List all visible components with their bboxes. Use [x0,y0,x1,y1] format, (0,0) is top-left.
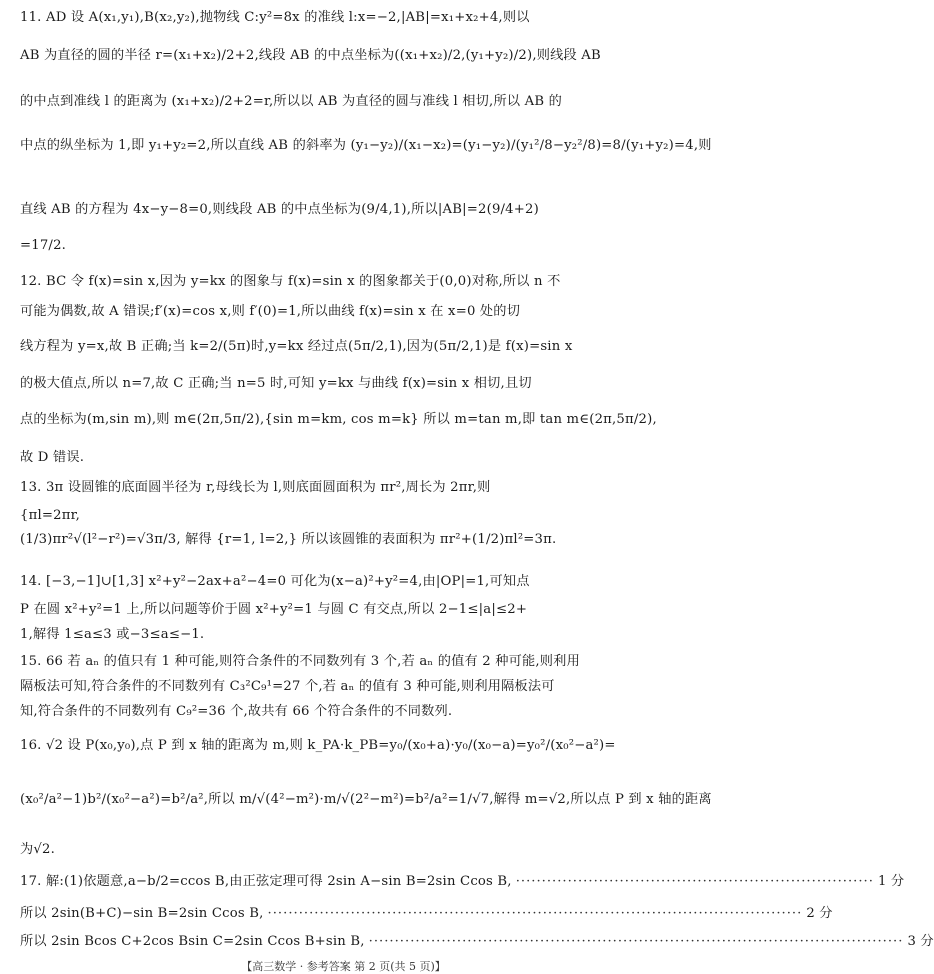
q12-line-1: 12. BC 令 f(x)=sin x,因为 y=kx 的图象与 f(x)=sin x 的图象都关于(0,0)对称,所以 n 不 [20,274,561,289]
q13-line-1: 13. 3π 设圆锥的底面圆半径为 r,母线长为 l,则底面圆面积为 πr²,周长为 2πr,则 [20,480,491,495]
q16-line-3: 为√2. [20,842,55,857]
q17-step-2-text: 所以 2sin(B+C)−sin B=2sin Ccos B, [20,906,264,921]
q12-line-6: 故 D 错误. [20,450,85,465]
q17-step-2-score: 2 分 [806,906,833,921]
leader-dots: ······································································································· [267,906,803,921]
q11-line-1: 11. AD 设 A(x₁,y₁),B(x₂,y₂),抛物线 C:y²=8x 的准线 l:x=−2,|AB|=x₁+x₂+4,则以 [20,10,530,25]
q14-line-2: P 在圆 x²+y²=1 上,所以问题等价于圆 x²+y²=1 与圆 C 有交点,所以 2−1≤|a|≤2+ [20,602,528,617]
q16-line-2: (x₀²/a²−1)b²/(x₀²−a²)=b²/a²,所以 m/√(4²−m²)·m/√(2²−m²)=b²/a²=1/√7,解得 m=√2,所以点 P 到 x 轴的距离 [20,792,712,807]
q11-line-5: 直线 AB 的方程为 4x−y−8=0,则线段 AB 的中点坐标为(9/4,1),所以|AB|=2(9/4+2) [20,202,539,217]
q15-line-1: 15. 66 若 aₙ 的值只有 1 种可能,则符合条件的不同数列有 3 个,若 aₙ 的值有 2 种可能,则利用 [20,654,580,669]
q17-step-1 [20,872,905,892]
leader-dots: ······································································································· [368,934,904,949]
q16-line-1: 16. √2 设 P(x₀,y₀),点 P 到 x 轴的距离为 m,则 k_PA·k_PB=y₀/(x₀+a)·y₀/(x₀−a)=y₀²/(x₀²−a²)= [20,738,616,753]
q12-line-5: 点的坐标为(m,sin m),则 m∈(2π,5π/2),{sin m=km, cos m=k} 所以 m=tan m,即 tan m∈(2π,5π/2), [20,412,657,427]
q17-step-1-score: 1 分 [877,874,905,889]
q12-line-4: 的极大值点,所以 n=7,故 C 正确;当 n=5 时,可知 y=kx 与曲线 f(x)=sin x 相切,且切 [20,376,532,391]
q17-step-3 [20,932,934,952]
q17-step-3-score: 3 分 [907,934,934,949]
q14-line-1: 14. [−3,−1]∪[1,3] x²+y²−2ax+a²−4=0 可化为(x−a)²+y²=4,由|OP|=1,可知点 [20,574,530,589]
q13-line-3: (1/3)πr²√(l²−r²)=√3π/3, 解得 {r=1, l=2,} 所以该圆锥的表面积为 πr²+(1/2)πl²=3π. [20,532,557,547]
q17-step-1-text: 17. 解:(1)依题意,a−b/2=ccos B,由正弦定理可得 2sin A−sin B=2sin Ccos B, [20,874,512,889]
q11-line-4: 中点的纵坐标为 1,即 y₁+y₂=2,所以直线 AB 的斜率为 (y₁−y₂)/(x₁−x₂)=(y₁−y₂)/(y₁²/8−y₂²/8)=8/(y₁+y₂)=4,则 [20,138,712,153]
leader-dots: ····································································· [515,874,874,889]
q11-line-3: 的中点到准线 l 的距离为 (x₁+x₂)/2+2=r,所以以 AB 为直径的圆与准线 l 相切,所以 AB 的 [20,94,563,109]
page-footer: 【高三数学 · 参考答案 第 2 页(共 5 页)】 [241,960,446,973]
q11-line-6: =17/2. [20,238,67,253]
q17-step-3-text: 所以 2sin Bcos C+2cos Bsin C=2sin Ccos B+sin B, [20,934,365,949]
q13-line-2: {πl=2πr, [20,508,81,523]
q14-line-3: 1,解得 1≤a≤3 或−3≤a≤−1. [20,627,205,642]
q15-line-3: 知,符合条件的不同数列有 C₉²=36 个,故共有 66 个符合条件的不同数列. [20,704,453,719]
q12-line-2: 可能为偶数,故 A 错误;f′(x)=cos x,则 f′(0)=1,所以曲线 f(x)=sin x 在 x=0 处的切 [20,304,521,319]
q15-line-2: 隔板法可知,符合条件的不同数列有 C₃²C₉¹=27 个,若 aₙ 的值有 3 种可能,则利用隔板法可 [20,679,555,694]
q12-line-3: 线方程为 y=x,故 B 正确;当 k=2/(5π)时,y=kx 经过点(5π/2,1),因为(5π/2,1)是 f(x)=sin x [20,339,573,354]
q17-step-2 [20,904,833,924]
q11-line-2: AB 为直径的圆的半径 r=(x₁+x₂)/2+2,线段 AB 的中点坐标为((x₁+x₂)/2,(y₁+y₂)/2),则线段 AB [20,48,601,63]
